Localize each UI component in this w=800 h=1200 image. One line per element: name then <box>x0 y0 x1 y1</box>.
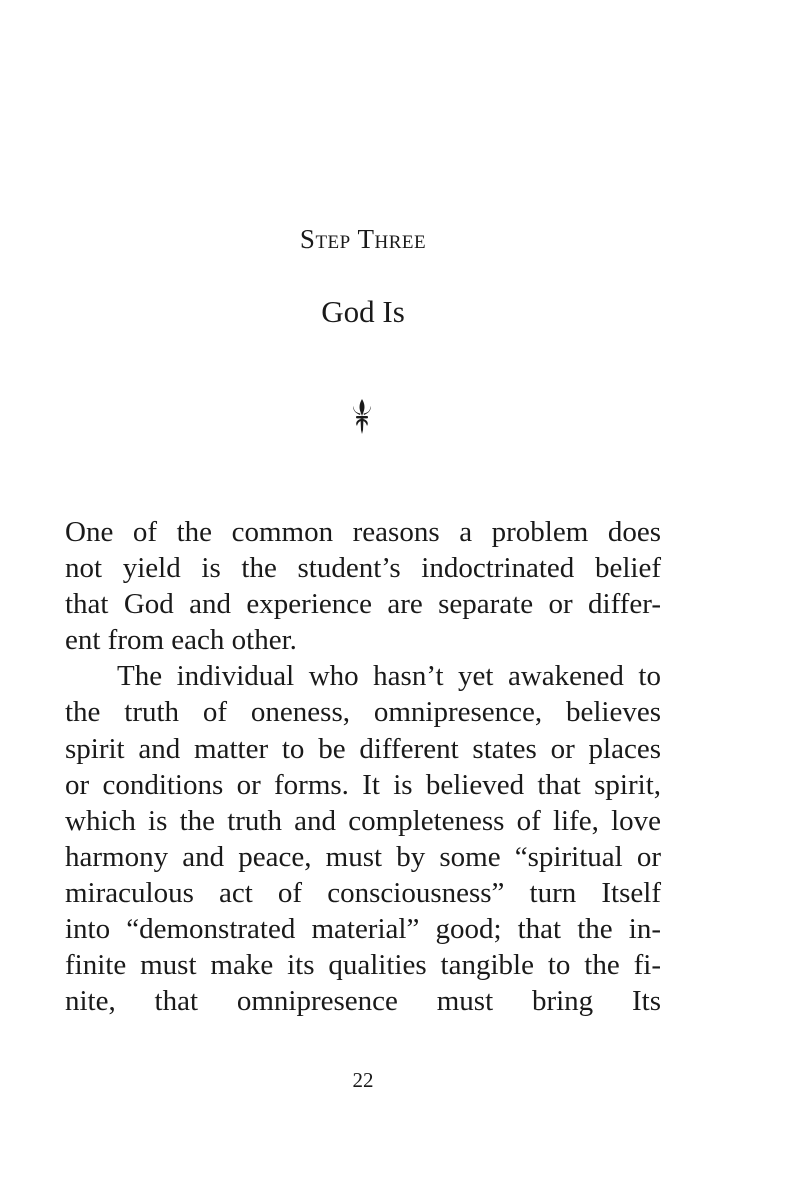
chapter-title: God Is <box>321 294 405 329</box>
text-line: the truth of oneness, omnipresence, believes <box>65 696 661 729</box>
page-number: 22 <box>352 1068 374 1092</box>
text-line: that God and experience are separate or differ- <box>65 588 661 621</box>
text-line: finite must make its qualities tangible to the fi- <box>65 949 661 982</box>
fleur-de-lis-icon <box>349 397 375 437</box>
text-line: harmony and peace, must by some “spiritual or <box>65 840 661 873</box>
text-line: or conditions or forms. It is believed that spirit, <box>65 768 661 801</box>
text-line: ent from each other. <box>65 624 297 657</box>
text-line: miraculous act of consciousness” turn Itself <box>65 876 661 909</box>
text-line: spirit and matter to be different states or places <box>65 732 661 765</box>
body-text <box>65 514 661 1019</box>
text-line: The individual who hasn’t yet awakened to <box>117 660 661 693</box>
text-line: which is the truth and completeness of life, love <box>65 804 661 837</box>
text-line: into “demonstrated material” good; that the in- <box>65 913 661 946</box>
step-label: Step Three <box>299 224 427 254</box>
text-line: One of the common reasons a problem does <box>65 516 661 548</box>
text-line: not yield is the student’s indoctrinated belief <box>65 552 661 585</box>
text-line: nite, that omnipresence must bring Its <box>65 985 661 1018</box>
